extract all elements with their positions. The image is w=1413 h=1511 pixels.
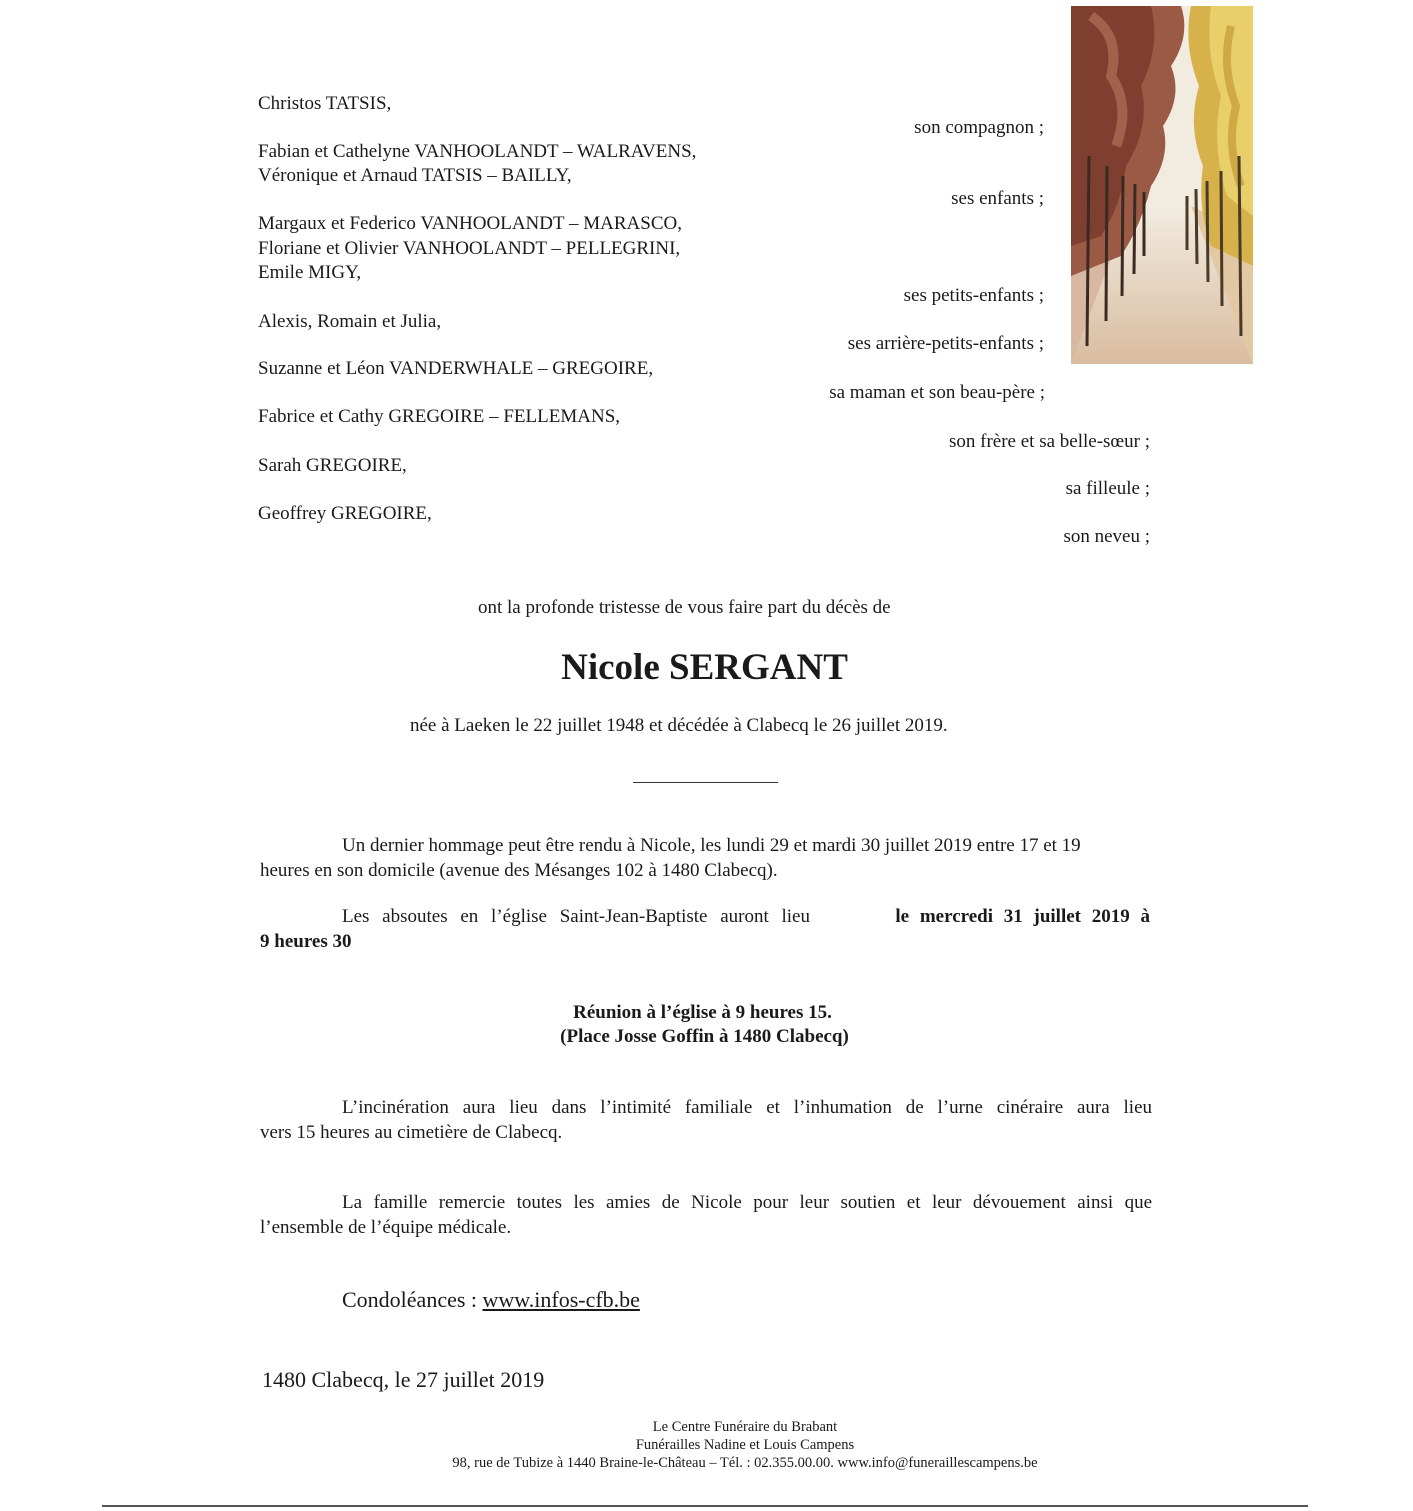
family-member: Alexis, Romain et Julia, (258, 311, 442, 332)
family-member: Sarah GREGOIRE, (258, 455, 407, 476)
place-date: 1480 Clabecq, le 27 juillet 2019 (262, 1367, 545, 1392)
deceased-name: Nicole SERGANT (561, 647, 848, 688)
relation-label: sa maman et son beau-père ; (829, 382, 1045, 403)
footer-subtitle: Funérailles Nadine et Louis Campens (635, 1437, 855, 1453)
family-member: Fabrice et Cathy GREGOIRE – FELLEMANS, (258, 406, 621, 427)
family-member: Christos TATSIS, (258, 93, 392, 114)
relation-label: ses enfants ; (951, 188, 1044, 209)
hommage-line: heures en son domicile (avenue des Mésanges 102 à 1480 Clabecq). (260, 860, 778, 881)
condolences-link[interactable]: www.infos-cfb.be (482, 1287, 640, 1312)
hommage-line: Un dernier hommage peut être rendu à Nicole, les lundi 29 et mardi 30 juillet 2019 entre 17 et 19 (342, 835, 1081, 856)
absoutes-date: le mercredi 31 juillet 2019 à (895, 906, 1150, 927)
reunion-line: Réunion à l’église à 9 heures 15. (573, 1002, 832, 1023)
autumn-trees-photo (1071, 6, 1253, 364)
relation-label: sa filleule ; (1065, 478, 1150, 499)
footer-address: 98, rue de Tubize à 1440 Braine-le-Château – Tél. : 02.355.00.00. www.info@funeraillescampens.be (452, 1455, 1038, 1471)
condolences-label: Condoléances : (342, 1287, 478, 1312)
family-member: Floriane et Olivier VANHOOLANDT – PELLEGRINI, (258, 238, 681, 259)
relation-label: ses arrière-petits-enfants ; (847, 333, 1044, 354)
family-member: Fabian et Cathelyne VANHOOLANDT – WALRAVENS, (258, 141, 697, 162)
incineration-line: vers 15 heures au cimetière de Clabecq. (260, 1122, 563, 1143)
relation-label: son compagnon ; (914, 117, 1044, 138)
separator-line (633, 782, 778, 783)
relation-label: son neveu ; (1063, 526, 1150, 547)
announcement-text: ont la profonde tristesse de vous faire part du décès de (478, 597, 891, 618)
relation-label: ses petits-enfants ; (903, 285, 1044, 306)
thanks-line: La famille remercie toutes les amies de Nicole pour leur soutien et leur dévouement ainsi que (342, 1192, 1152, 1213)
thanks-line: l’ensemble de l’équipe médicale. (260, 1217, 512, 1238)
family-member: Suzanne et Léon VANDERWHALE – GREGOIRE, (258, 358, 654, 379)
page-bottom-line (102, 1505, 1308, 1507)
reunion-address: (Place Josse Goffin à 1480 Clabecq) (560, 1026, 849, 1047)
birth-death-dates: née à Laeken le 22 juillet 1948 et décédée à Clabecq le 26 juillet 2019. (410, 715, 948, 736)
absoutes-time: 9 heures 30 (260, 931, 352, 952)
family-member: Geoffrey GREGOIRE, (258, 503, 432, 524)
family-member: Margaux et Federico VANHOOLANDT – MARASCO, (258, 213, 682, 234)
incineration-line: L’incinération aura lieu dans l’intimité familiale et l’inhumation de l’urne cinéraire aura lieu (342, 1097, 1152, 1118)
relation-label: son frère et sa belle-sœur ; (948, 431, 1150, 452)
condolences-line (342, 1286, 640, 1314)
family-member: Emile MIGY, (258, 262, 362, 283)
family-member: Véronique et Arnaud TATSIS – BAILLY, (258, 165, 572, 186)
absoutes-line (342, 905, 1150, 929)
absoutes-text: Les absoutes en l’église Saint-Jean-Baptiste auront lieu (342, 906, 810, 927)
footer-company: Le Centre Funéraire du Brabant (652, 1419, 838, 1435)
